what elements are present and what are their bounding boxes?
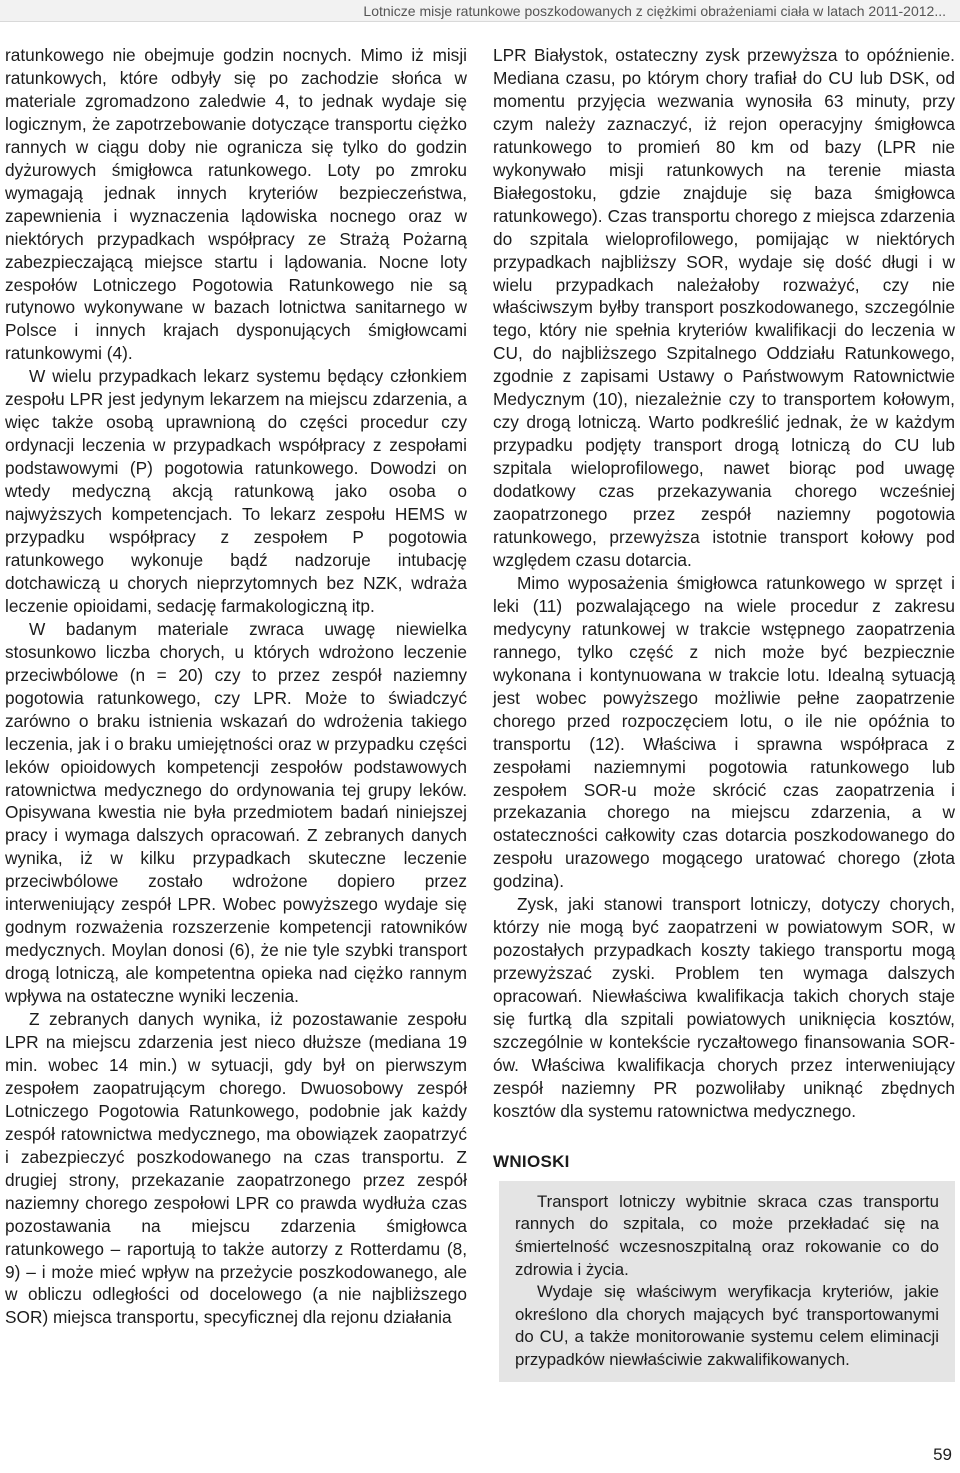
paragraph: W badanym materiale zwraca uwagę niewielka stosunkowo liczba chorych, u których wdrożono leczenie przeciwbólowe (n = 20) czy to przez zespół naziemny pogotowia ratunkowego, czy LPR. Może to świadczyć zarówno o braku istnienia wskazań do wdrożenia takiego leczenia, jak i o braku umiejętności oraz w przypadku części leków opioidowych kompetencji zespołów podstawowych ratownictwa medycznego do ordynowania tej grupy leków. Opisywana kwestia nie była przedmiotem badań niniejszej pracy i wymaga dalszych opracowań. Z zebranych danych wynika, iż w kilku przypadkach skuteczne leczenie przeciwbólowe zostało wdrożone dopiero przez interweniujący zespół LPR. Wobec powyższego wydaje się godnym rozważenia rozszerzenie kompetencji ratowników medycznych. Moylan donosi (6), że nie tyle szybki transport drogą lotniczą, ale kompetentna opieka nad ciężko rannym wpływa na ostateczne wyniki leczenia. — [5, 618, 467, 1007]
page-number: 59 — [933, 1445, 952, 1464]
left-column — [5, 44, 467, 1329]
conclusion-paragraph: Wydaje się właściwym weryfikacja kryteriów, jakie określono dla chorych mających być transportowanymi do CU, a także monitorowanie systemu celem eliminacji przypadków niewłaściwie zakwalifikowanych. — [515, 1282, 939, 1369]
conclusions-box — [499, 1181, 955, 1382]
paragraph: W wielu przypadkach lekarz systemu będący członkiem zespołu LPR jest jedynym lekarzem na miejscu zdarzenia, a więc także osobą uprawnioną do części procedur czy ordynacji leczenia w przypadkach współpracy z zespołami podstawowymi (P) pogotowia ratunkowego. Dowodzi on wtedy medyczną akcją ratunkową jako osoba o najwyższych kompetencjach. To lekarz zespołu HEMS w przypadku współpracy z zespołem P pogotowia ratunkowego wykonuje bądź nadzoruje intubację dotchawiczą u chorych nieprzytomnych bez NZK, wdraża leczenie opioidami, sedację farmakologiczną itp. — [5, 366, 467, 616]
conclusion-paragraph: Transport lotniczy wybitnie skraca czas transportu rannych do szpitala, co może przekładać się na śmiertelność wczesnoszpitalną oraz rokowanie co do zdrowia i życia. — [515, 1191, 939, 1279]
right-column — [493, 44, 955, 1382]
conclusions-heading: WNIOSKI — [493, 1151, 570, 1171]
paragraph: Zysk, jaki stanowi transport lotniczy, dotyczy chorych, którzy nie mogą być zaopatrzeni w powiatowym SOR, w pozostałych przypadkach koszty takiego transportu mogą przewyższać zyski. Problem ten wymaga dalszych opracowań. Niewłaściwa kwalifikacja takich chorych staje się furtką dla szpitali powiatowych uniknięcia kosztów, szczególnie w kontekście ryczałtowego finansowania SOR-ów. Właściwa kwalifikacja chorych przez interweniujący zespół naziemny PR pozwoliłaby uniknąć zbędnych kosztów dla systemu ratownictwa medycznego. — [493, 894, 955, 1121]
paragraph: Z zebranych danych wynika, iż pozostawanie zespołu LPR na miejscu zdarzenia jest nieco dłuższe (mediana 19 min. wobec 14 min.) w sytuacji, gdy był on pierwszym zespołem zaopatrującym chorego. Dwuosobowy zespół Lotniczego Pogotowia Ratunkowego, podobnie jak każdy zespół ratownictwa medycznego, ma obowiązek zaopatrzyć i zabezpieczyć poszkodowanego na czas transportu. Z drugiej strony, przekazanie zaopatrzonego przez zespół naziemny chorego zespołowi LPR co prawda wydłuża czas pozostawania na miejscu zdarzenia śmigłowca ratunkowego – raportują to także autorzy z Rotterdamu (8, 9) – i może mieć wpływ na przeżycie poszkodowanego, ale w obliczu odległości od docelowego (a nie najbliższego SOR) miejsca transportu, specyficznej dla rejonu działania — [5, 1009, 467, 1328]
paragraph-continued: ratunkowego nie obejmuje godzin nocnych. Mimo iż misji ratunkowych, które odbyły się po zachodzie słońca w materiale zgromadzono zaledwie 4, to jednak wydaje się logicznym, że zapotrzebowanie dotyczące transportu ciężko rannych w ciągu doby nie ogranicza się tylko do godzin dyżurowych śmigłowca ratunkowego. Loty po zmroku wymagają jednak innych kryteriów bezpieczeństwa, zapewnienia i wyznaczenia lądowiska nocnego oraz w niektórych przypadkach współpracy ze Strażą Pożarną zabezpieczającą miejsce startu i lądowania. Nocne loty zespołów Lotniczego Pogotowia Ratunkowego nie są rutynowo wykonywane w bazach lotnictwa sanitarnego w Polsce i innych krajach dysponujących śmigłowcami ratunkowymi (4). — [5, 45, 467, 364]
running-header: Lotnicze misje ratunkowe poszkodowanych z ciężkimi obrażeniami ciała w latach 2011-2012... — [0, 0, 960, 22]
paragraph-continued: LPR Białystok, ostateczny zysk przewyższa to opóźnienie. Mediana czasu, po którym chory trafiał do CU lub DSK, od momentu przyjęcia wezwania wynosiła 63 minuty, przy czym należy zaznaczyć, iż rejon operacyjny śmigłowca ratunkowego to promień 80 km od bazy (LPR nie wykonywało misji ratunkowych na terenie miasta Białegostoku, gdzie znajduje się baza śmigłowca ratunkowego). Czas transportu chorego z miejsca zdarzenia do szpitala wieloprofilowego, pomijając w niektórych przypadkach najbliższy SOR, wydaje się dość długi i w wielu przypadkach należałoby rozważyć, czy nie właściwszym byłby transport poszkodowanego, szczególnie tego, który nie spełnia kryteriów kwalifikacji do leczenia w CU, do najbliższego Szpitalnego Oddziału Ratunkowego, zgodnie z zapisami Ustawy o Państwowym Ratownictwie Medycznym (10), niezależnie czy to transportem kołowym, czy drogą lotniczą. Warto podkreślić jednak, że w każdym przypadku podjęty transport drogą lotniczą do CU lub szpitala wieloprofilowego, nawet biorąc pod uwagę dodatkowy czas przekazywania chorego wcześniej zaopatrzonego przez zespół naziemny pogotowia ratunkowego, przewyższa istotnie transport kołowy pod względem czasu dotarcia. — [493, 45, 955, 570]
paragraph: Mimo wyposażenia śmigłowca ratunkowego w sprzęt i leki (11) pozwalającego na wiele procedur z zakresu medycyny ratunkowej w trakcie wstępnego zaopatrzenia rannego, tylko część z nich może być bezpiecznie wykonana i kontynuowana w trakcie lotu. Idealną sytuacją jest wobec powyższego możliwie pełne zaopatrzenie chorego przed rozpoczęciem lotu, o ile nie opóźnia to transportu (12). Właściwa i sprawna współpraca z zespołami naziemnymi pogotowia ratunkowego lub zespołem SOR-u może skrócić czas zaopatrzenia i przekazania chorego na miejscu zdarzenia, a w ostateczności całkowity czas dotarcia poszkodowanego do zespołu urazowego mogącego uratować chorego (złota godzina). — [493, 572, 955, 892]
